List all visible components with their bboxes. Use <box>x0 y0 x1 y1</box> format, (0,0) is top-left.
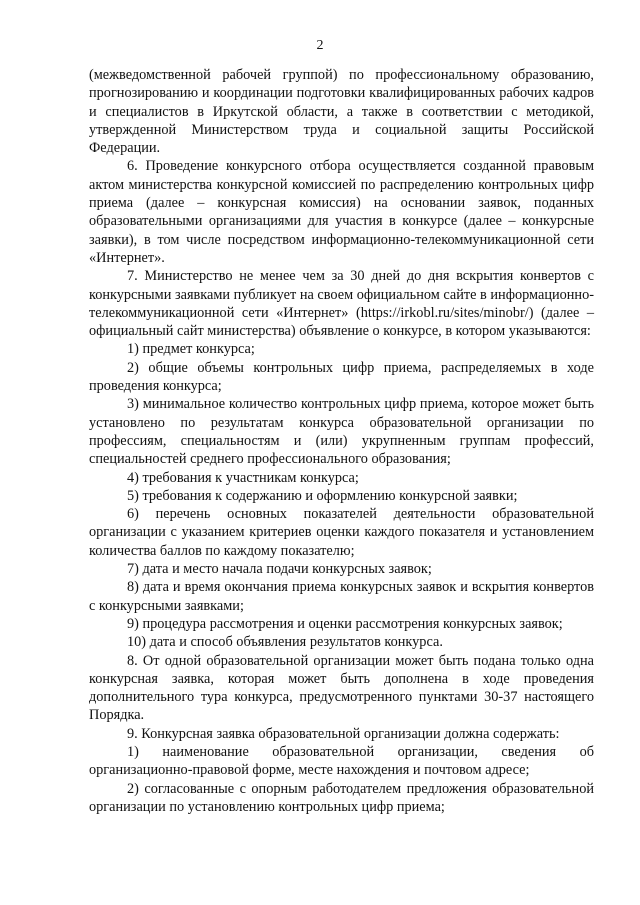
list-item-4-participants: 4) требования к участникам конкурса; <box>127 469 359 486</box>
list-item-6-indicators: 6) перечень основных показателей деятельности образовательной организации с указанием критериев оценки каждого показателя и установлением количества баллов по каждому показателю; <box>89 506 594 559</box>
paragraph-methodology-continuation: (межведомственной рабочей группой) по профессиональному образованию, прогнозированию и координации подготовки квалифицированных рабочих кадров и специалистов в Иркутской области, а также в соответствии с методикой, утвержденной Министерством труда и социальной защиты Российской Федерации. <box>89 67 594 157</box>
paragraph-7-announcement: 7. Министерство не менее чем за 30 дней до дня вскрытия конвертов с конкурсными заявками публикует на своем официальном сайте в информационно-телекоммуникационной сети «Интернет» (https://irkobl.ru/sites/minobr/) (далее – официальный сайт министерства) объявление о конкурсе, в котором указываются: <box>89 268 594 340</box>
list-item-2-volumes: 2) общие объемы контрольных цифр приема, распределяемых в ходе проведения конкурса; <box>89 359 594 395</box>
paragraph-6-competition-commission: 6. Проведение конкурсного отбора осуществляется созданной правовым актом министерства конкурсной комиссией по распределению контрольных цифр приема (далее – конкурсная комиссия) на основании заявок, поданных образовательными организациями для участия в конкурсе (далее – конкурсные заявки), в том числе посредством информационно-телекоммуникационной сети «Интернет». <box>89 158 594 266</box>
list-item-10-results: 10) дата и способ объявления результатов конкурса. <box>127 634 443 651</box>
list-item-1-organization-name: 1) наименование образовательной организации, сведения об организационно-правовой форме, месте нахождения и почтовом адресе; <box>89 743 594 779</box>
paragraph-9-application-contents: 9. Конкурсная заявка образовательной организации должна содержать: <box>127 725 560 742</box>
list-item-7-submission-start: 7) дата и место начала подачи конкурсных заявок; <box>127 561 432 578</box>
list-item-9-evaluation-procedure: 9) процедура рассмотрения и оценки рассмотрения конкурсных заявок; <box>127 615 563 632</box>
list-item-1-subject: 1) предмет конкурса; <box>127 341 255 358</box>
page-number: 2 <box>316 38 324 53</box>
list-item-3-minimum: 3) минимальное количество контрольных цифр приема, которое может быть установлено по результатам конкурса образовательной организации по профессиям, специальностям и (или) укрупненным группам профессий, специальностей среднего профессионального образования; <box>89 396 594 468</box>
list-item-5-application-format: 5) требования к содержанию и оформлению конкурсной заявки; <box>127 487 518 504</box>
list-item-2-employer-proposals: 2) согласованные с опорным работодателем предложения образовательной организации по установлению контрольных цифр приема; <box>89 780 594 815</box>
paragraph-8-single-application: 8. От одной образовательной организации может быть подана только одна конкурсная заявка, которая может быть дополнена в ходе проведения дополнительного тура конкурса, предусмотренного пунктами 30-37 настоящего Порядка. <box>89 652 594 724</box>
list-item-8-submission-end: 8) дата и время окончания приема конкурсных заявок и вскрытия конвертов с конкурсными заявками; <box>89 579 594 614</box>
document-body <box>89 66 594 816</box>
